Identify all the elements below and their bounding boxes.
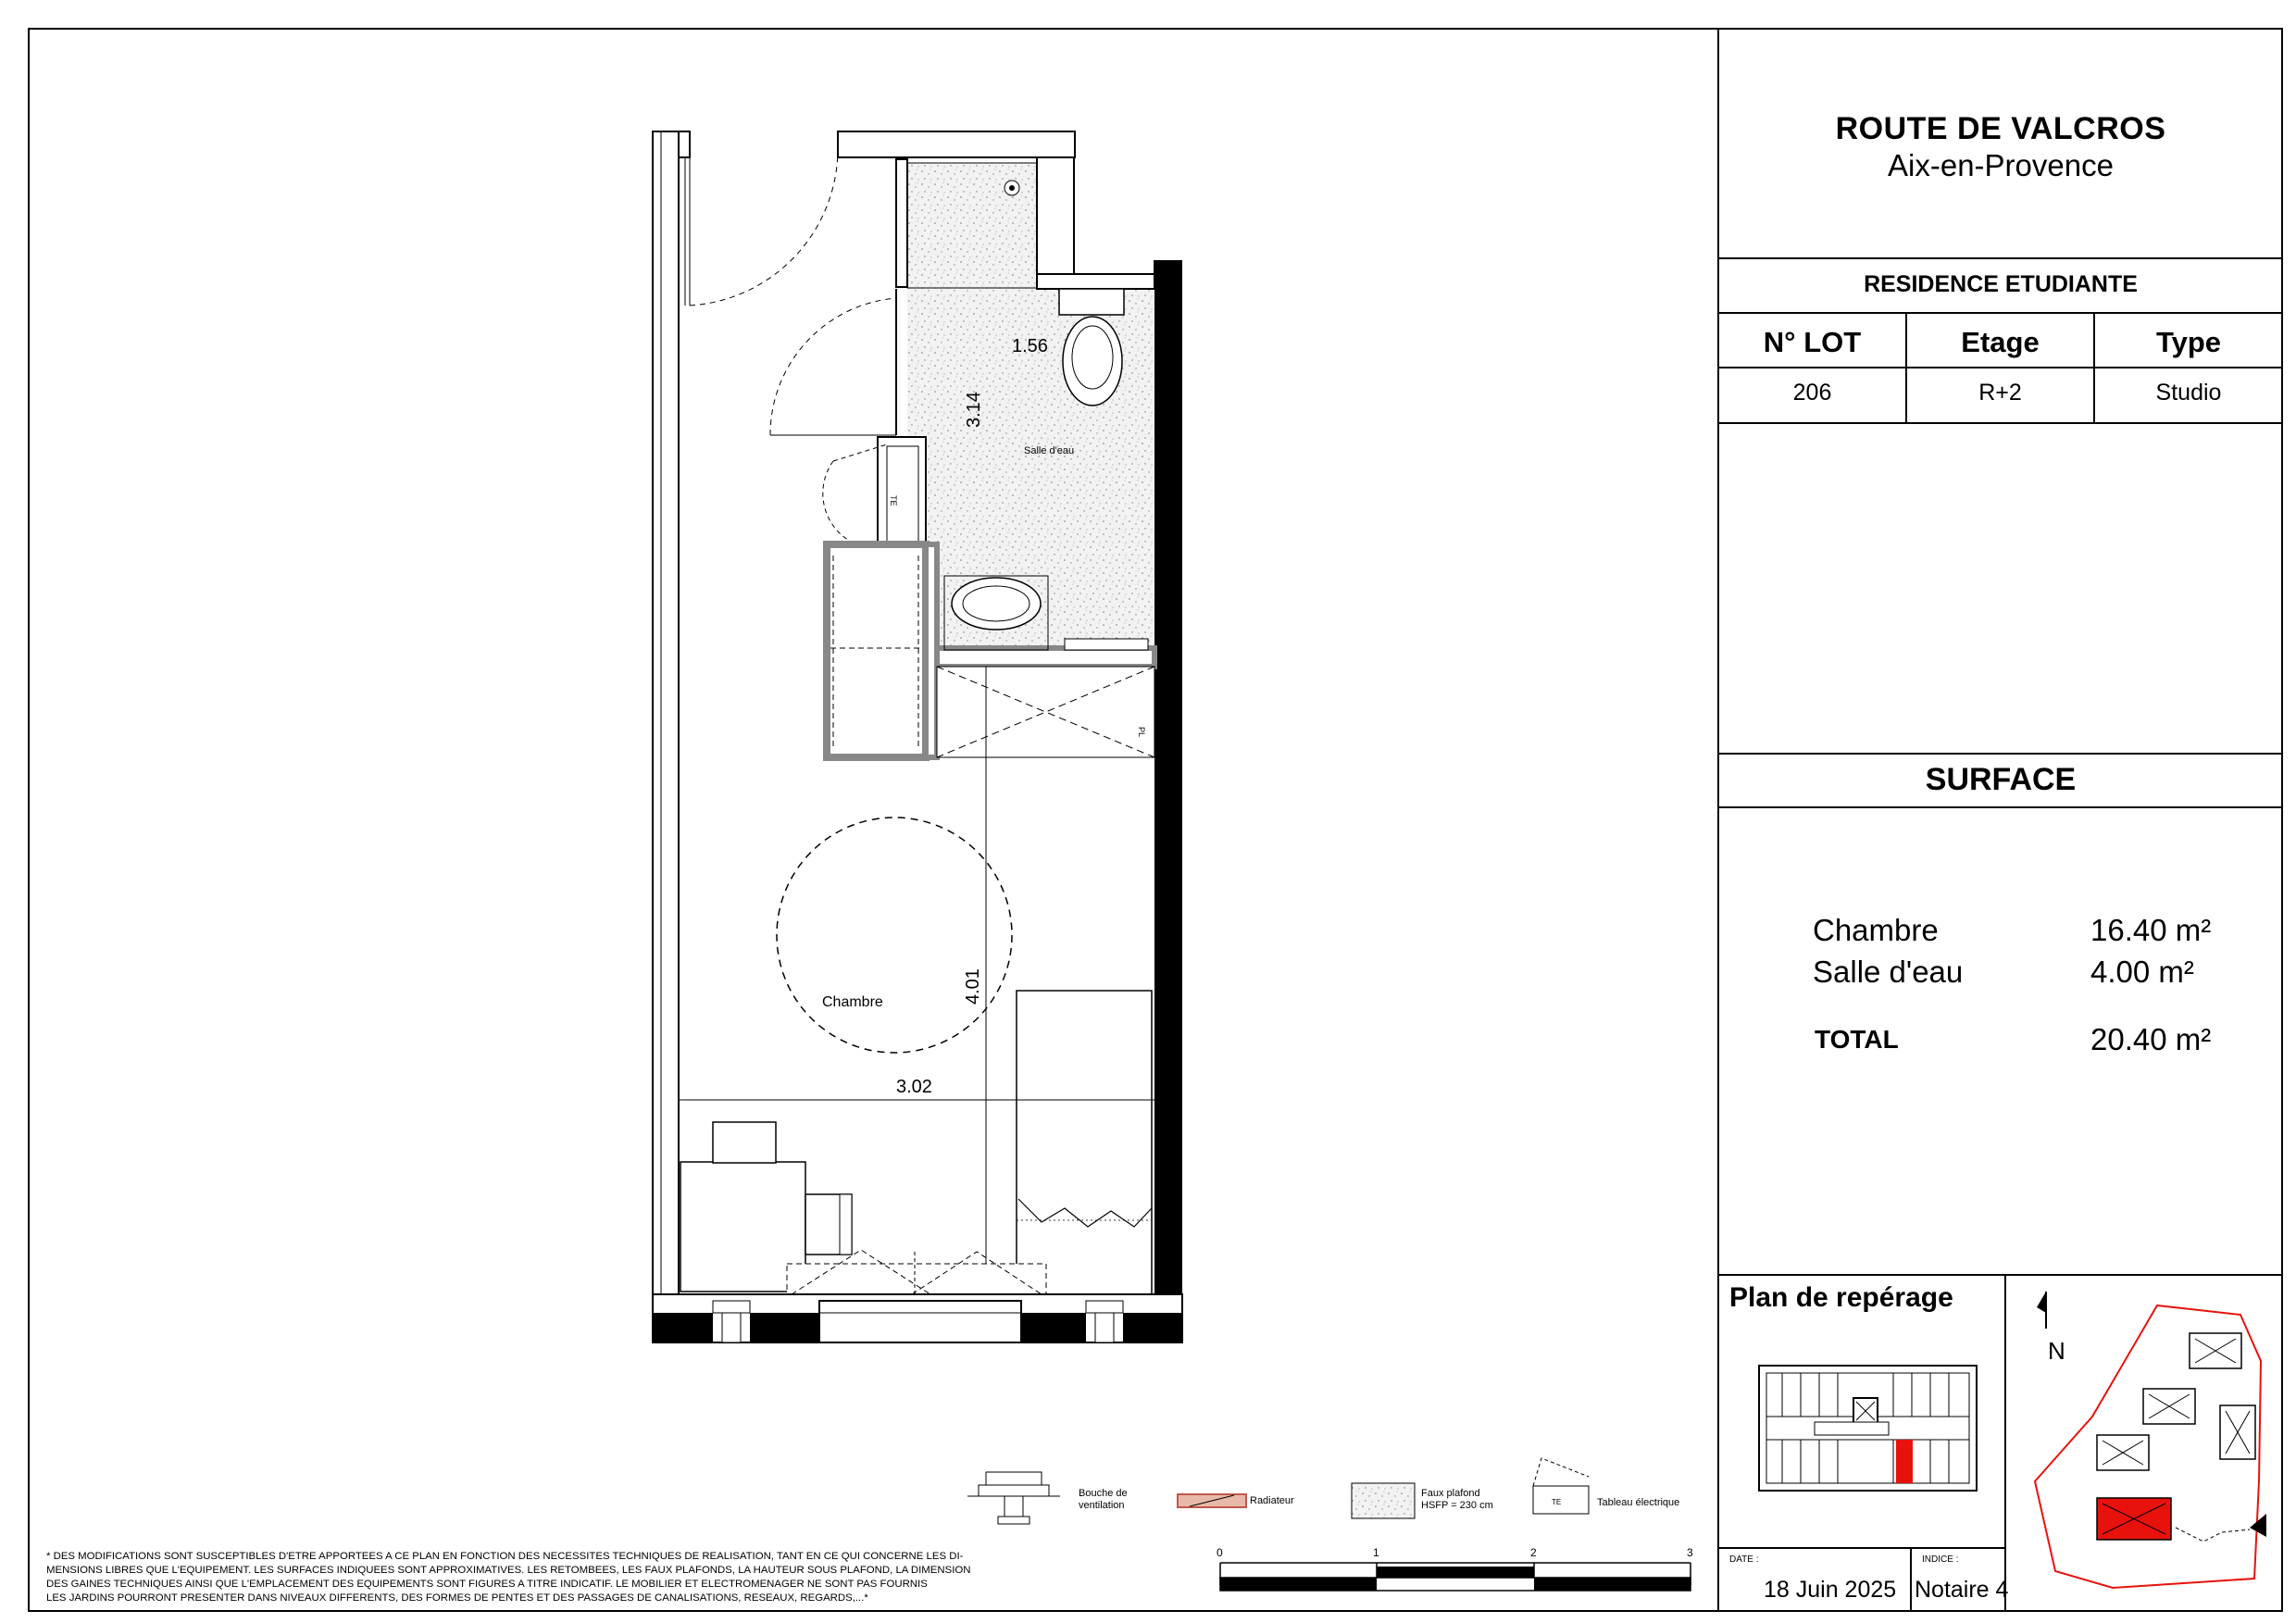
- surface-label-chambre: Chambre: [1813, 913, 1939, 947]
- surface-total-label: TOTAL: [1815, 1025, 1899, 1054]
- scale-tick-2: 2: [1530, 1546, 1537, 1559]
- surface-title: SURFACE: [1925, 762, 2077, 797]
- lot-value: 206: [1792, 380, 1832, 406]
- room-label-sde: Salle d'eau: [1024, 445, 1075, 456]
- reperage-title: Plan de repérage: [1729, 1282, 1953, 1313]
- legend-faux-plafond-symbol: [1352, 1483, 1415, 1518]
- indice-label: INDICE :: [1922, 1554, 1959, 1565]
- reperage-highlight-lot: [1896, 1440, 1913, 1483]
- indice-value: Notaire 4: [1915, 1577, 2009, 1603]
- dim-sde-length: 3.14: [964, 392, 984, 428]
- legend-tableau-symbol: [1533, 1458, 1589, 1514]
- north-label: N: [2048, 1337, 2065, 1365]
- dim-sde-width: 1.56: [1012, 336, 1048, 356]
- project-name: ROUTE DE VALCROS: [1835, 111, 2166, 146]
- type-header: Type: [2155, 326, 2222, 358]
- te-label: TE: [889, 495, 898, 506]
- project-city: Aix-en-Provence: [1888, 148, 2114, 182]
- north-arrow: [2037, 1292, 2065, 1365]
- room-label-chambre: Chambre: [822, 994, 883, 1010]
- scale-tick-0: 0: [1217, 1546, 1223, 1559]
- turning-circle: [777, 818, 1012, 1053]
- etage-header: Etage: [1961, 326, 2040, 358]
- type-value: Studio: [2155, 380, 2222, 406]
- scale-bar: [1217, 1546, 1693, 1591]
- surface-value-sde: 4.00 m²: [2090, 955, 2194, 989]
- etage-value: R+2: [1978, 380, 2022, 406]
- legend-faux-plafond-label: Faux plafond HSFP = 230 cm: [1421, 1488, 1493, 1511]
- scale-tick-1: 1: [1373, 1546, 1379, 1559]
- legend-ventilation-label: Bouche de ventilation: [1079, 1488, 1128, 1511]
- reperage-floor-plan: [1759, 1366, 1977, 1491]
- lot-header: N° LOT: [1763, 326, 1862, 358]
- scale-tick-3: 3: [1687, 1546, 1693, 1559]
- program-label: RESIDENCE ETUDIANTE: [1864, 271, 2138, 297]
- legend-ventilation-symbol: [967, 1472, 1060, 1524]
- legend-radiateur-symbol: [1178, 1494, 1246, 1507]
- pl-label: PL: [1137, 727, 1146, 738]
- wall-right: [1154, 260, 1182, 1342]
- legend-radiateur-label: Radiateur: [1250, 1495, 1294, 1506]
- reperage-site-plan: [2035, 1305, 2266, 1588]
- surface-value-chambre: 16.40 m²: [2090, 913, 2212, 947]
- wc: [1059, 289, 1124, 406]
- date-value: 18 Juin 2025: [1764, 1577, 1897, 1603]
- date-label: DATE :: [1729, 1554, 1759, 1565]
- wall-left: [653, 131, 679, 1315]
- surface-label-sde: Salle d'eau: [1813, 955, 1964, 989]
- legend-te-text: TE: [1552, 1498, 1562, 1506]
- dim-chambre-width: 3.02: [896, 1077, 932, 1097]
- surface-total-value: 20.40 m²: [2090, 1022, 2212, 1056]
- dim-chambre-length: 4.01: [963, 968, 983, 1005]
- disclaimer-note: * DES MODIFICATIONS SONT SUSCEPTIBLES D'ETRE APPORTEES A CE PLAN EN FONCTION DES NECESSITES TECHNIQUES DE REALISATION, TANT EN CE QUI CONCERNE LES DI- MENSIONS LIBRES QUE L'EQUIPEMENT. LES SURFACES INDIQUEES SONT APPROXIMATIVES. LES RETOMBEES, LES FAUX PLAFONDS, LA HAUTEUR SOUS PLAFOND, LA DIMENSION DES GAINES TECHNIQUES AINSI QUE L'EMPLACEMENT DES EQUIPEMENTS SONT FIGURES A TITRE INDICATIF. LE MOBILIER ET ELECTROMENAGER NE SONT PAS FOURNIS LES JARDINS POURRONT PRESENTER DANS NIVEAUX DIFFERENTS, DES FORMES DE PENTES ET DES PASSAGES DE CANALISATIONS, RESEAUX, REGARDS,...*: [46, 1551, 971, 1604]
- legend-tableau-label: Tableau électrique: [1597, 1497, 1680, 1508]
